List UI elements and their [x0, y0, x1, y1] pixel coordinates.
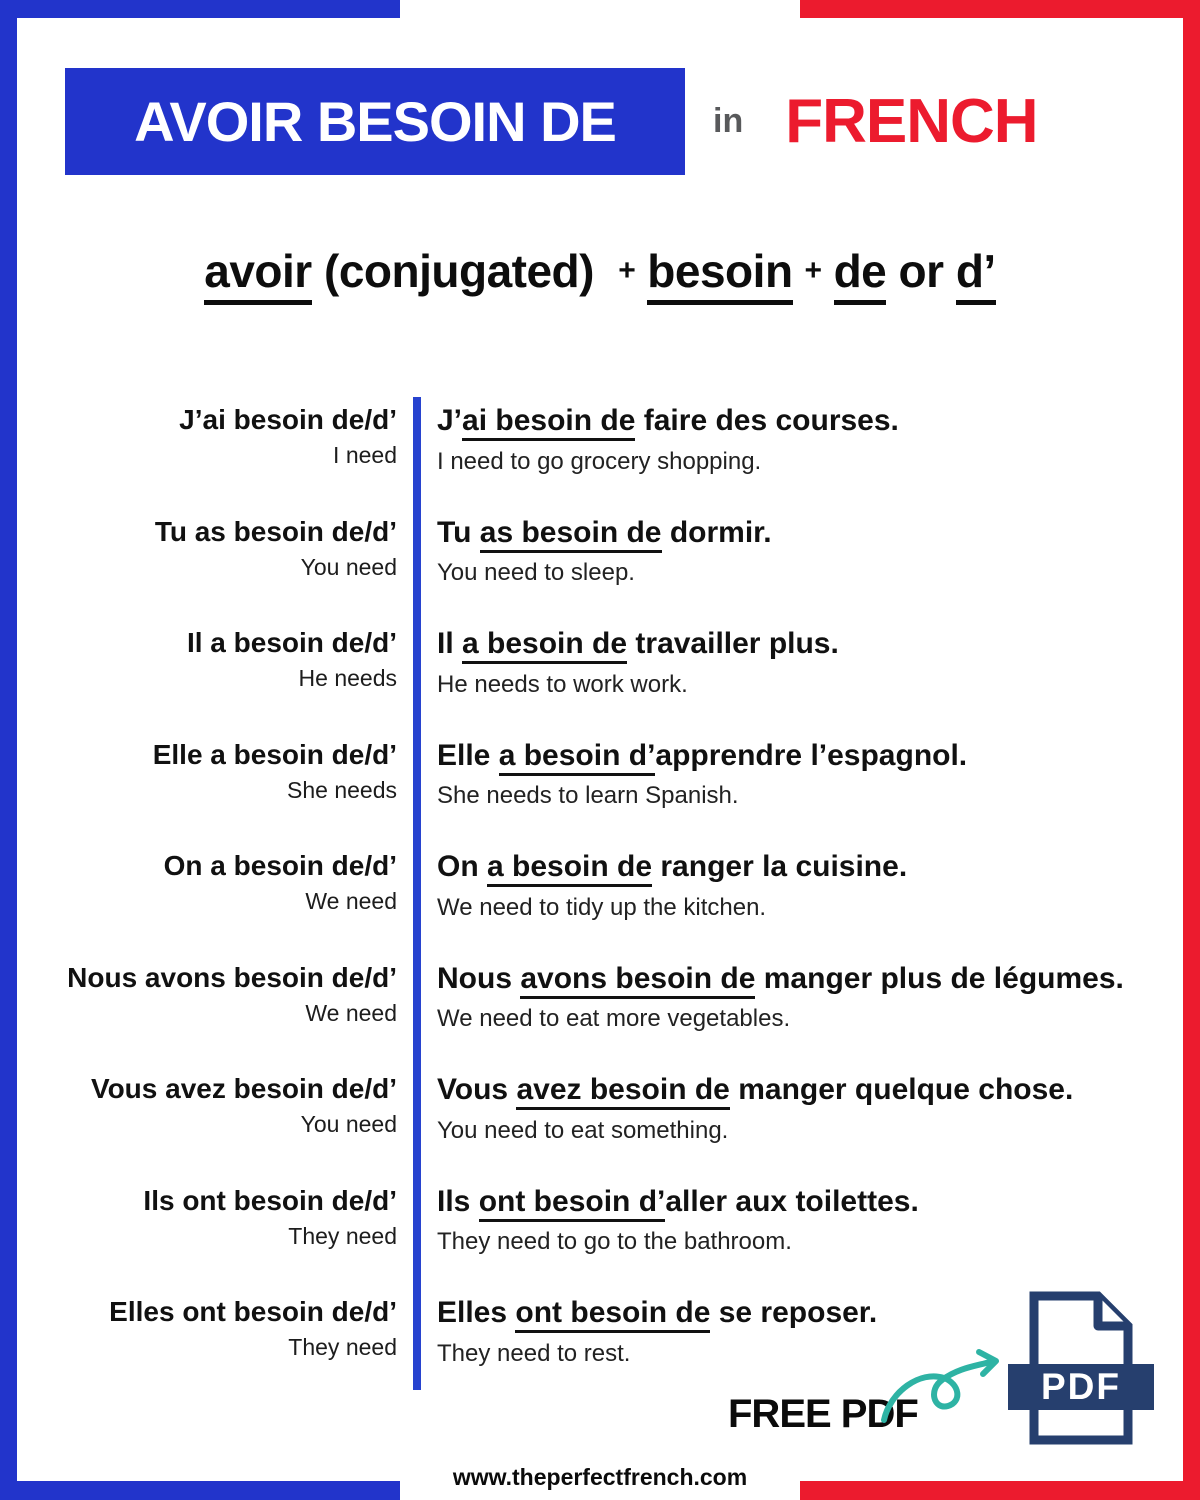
conjugation-translation: You need — [300, 1111, 397, 1138]
conjugation-text: Tu as besoin de/d’ — [154, 515, 397, 547]
example-sentence: On a besoin de ranger la cuisine. — [437, 850, 1157, 885]
conjugation-cell — [60, 1296, 397, 1362]
example-cell — [437, 962, 1157, 1034]
conjugation-translation: She needs — [287, 776, 397, 803]
conjugation-translation: He needs — [298, 665, 397, 692]
example-sentence: Tu as besoin de dormir. — [437, 516, 1157, 551]
table-row — [0, 512, 1200, 624]
example-translation: He needs to work work. — [437, 670, 688, 698]
formula-or: or — [886, 245, 956, 297]
example-cell — [437, 404, 1157, 476]
header — [65, 68, 1038, 175]
example-cell — [437, 850, 1157, 922]
curly-arrow-icon — [878, 1346, 1008, 1426]
example-translation: They need to rest. — [437, 1339, 631, 1367]
example-translation: I need to go grocery shopping. — [437, 447, 762, 475]
conjugation-cell — [60, 739, 397, 805]
example-sentence: Nous avons besoin de manger plus de légumes. — [437, 962, 1157, 997]
table-row — [0, 846, 1200, 958]
table-row — [0, 400, 1200, 512]
table-row — [0, 958, 1200, 1070]
example-translation: You need to sleep. — [437, 559, 635, 586]
conjugation-cell — [60, 850, 397, 916]
example-translation: We need to tidy up the kitchen. — [437, 893, 767, 921]
page-title: AVOIR BESOIN DE — [65, 68, 685, 175]
table-row — [0, 735, 1200, 847]
example-sentence: Elles ont besoin de se reposer. — [437, 1296, 1157, 1331]
formula-besoin: besoin — [647, 245, 792, 305]
example-sentence: Vous avez besoin de manger quelque chose. — [437, 1073, 1157, 1108]
website-link[interactable]: www.theperfectfrench.com — [452, 1464, 748, 1490]
plus-sign: + — [618, 254, 636, 287]
top-right-border-bar — [800, 0, 1200, 18]
language-label: FRENCH — [785, 87, 1038, 156]
free-pdf-label[interactable]: FREE PDF — [728, 1392, 918, 1436]
conjugation-cell — [60, 627, 397, 693]
conjugation-cell — [60, 516, 397, 582]
formula-line — [17, 244, 1183, 298]
pdf-icon-label: PDF — [1041, 1366, 1121, 1407]
conjugation-translation: They need — [288, 1222, 397, 1249]
example-cell — [437, 1185, 1157, 1257]
conjugation-translation: They need — [288, 1334, 397, 1361]
conjugation-text: Ils ont besoin de/d’ — [143, 1184, 397, 1216]
plus-sign: + — [804, 254, 822, 287]
conjugation-text: Nous avons besoin de/d’ — [67, 961, 397, 993]
example-cell — [437, 1073, 1157, 1145]
example-translation: She needs to learn Spanish. — [437, 782, 739, 809]
conjugation-text: J’ai besoin de/d’ — [179, 404, 397, 435]
conjugation-table — [0, 400, 1200, 1404]
conjugation-text: Elle a besoin de/d’ — [152, 738, 397, 770]
example-sentence: J’ai besoin de faire des courses. — [437, 404, 1157, 439]
conjugation-cell — [60, 404, 397, 470]
formula-avoir: avoir — [204, 245, 311, 305]
conjugation-translation: You need — [300, 553, 397, 580]
example-translation: You need to eat something. — [437, 1116, 729, 1144]
example-sentence: Elle a besoin d’apprendre l’espagnol. — [437, 739, 1157, 774]
table-row — [0, 1069, 1200, 1181]
formula-conjugated: (conjugated) — [311, 245, 607, 297]
example-sentence: Ils ont besoin d’aller aux toilettes. — [437, 1185, 1157, 1220]
example-cell — [437, 739, 1157, 811]
conjugation-text: On a besoin de/d’ — [163, 850, 397, 881]
conjugation-cell — [60, 1073, 397, 1139]
conjugation-translation: I need — [333, 442, 397, 469]
conjugation-text: Vous avez besoin de/d’ — [90, 1073, 397, 1104]
top-left-border-bar — [0, 0, 400, 18]
example-cell — [437, 627, 1157, 699]
conjugation-cell — [60, 962, 397, 1028]
example-cell — [437, 516, 1157, 588]
example-sentence: Il a besoin de travailler plus. — [437, 627, 1157, 662]
formula-de: de — [834, 245, 887, 305]
pdf-file-icon[interactable] — [1006, 1288, 1156, 1448]
conjugation-cell — [60, 1185, 397, 1251]
conjugation-translation: We need — [305, 999, 397, 1026]
conjugation-text: Il a besoin de/d’ — [186, 627, 397, 658]
in-label: in — [713, 102, 744, 140]
formula-d-apostrophe: d’ — [956, 245, 996, 305]
conjugation-text: Elles ont besoin de/d’ — [109, 1296, 397, 1327]
example-translation: They need to go to the bathroom. — [437, 1228, 792, 1255]
example-translation: We need to eat more vegetables. — [437, 1005, 791, 1032]
table-row — [0, 623, 1200, 735]
table-row — [0, 1181, 1200, 1293]
conjugation-translation: We need — [305, 888, 397, 915]
